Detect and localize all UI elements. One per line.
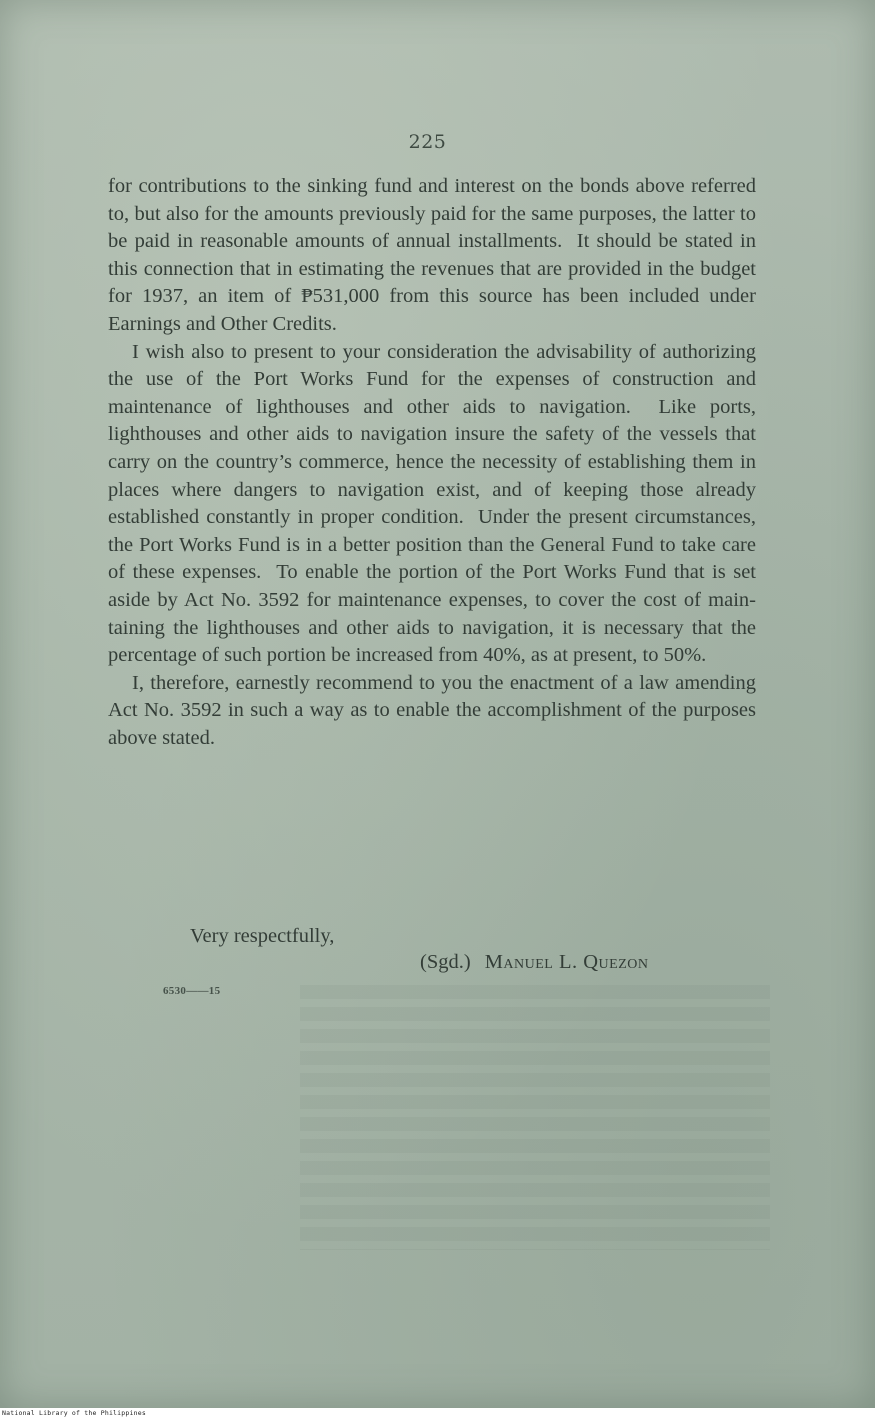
signatory-name: Manuel L. Quezon xyxy=(484,951,649,973)
page-number: 225 xyxy=(408,131,447,153)
closing-salutation: Very respectfully, xyxy=(190,925,335,947)
paragraph-lighthouses: I wish also to present to your consideration the advisability of authorizing the use of the Port Works Fund for the expenses of construction and maintenance of lighthouses and other aids to navigation. Like ports, lighthouses and other aids to navigation insure the safety of the vessels that carry on the country’s commerce, hence the necessity of establishing them in places where dangers to navigation exist, and of keeping those already established constantly in proper condition. Under the present circumstances, the Port Works Fund is in a better position than the General Fund to take care of these expenses. To enable the portion of the Port Works Fund that is set aside by Act No. 3592 for maintenance expenses, to cover the cost of maintaining the lighthouses and other aids to navigation, it is necessary that the percentage of such portion be increased from 40%, as at present, to 50%. xyxy=(108,340,756,667)
body-text xyxy=(108,173,756,752)
print-code: 6530——15 xyxy=(163,985,221,997)
signature-line xyxy=(420,951,649,974)
signed-marker: (Sgd.) xyxy=(420,951,471,973)
paragraph-recommendation: I, therefore, earnestly recommend to you the enactment of a law amending Act No. 3592 in such a way as to enable the accomplishment of the purposes above stated. xyxy=(108,671,756,749)
paragraph-continuation: for contributions to the sinking fund and interest on the bonds above referred to, but also for the amounts previously paid for the same purposes, the latter to be paid in reasonable amounts of annual installments. It should be stated in this connection that in estimating the revenues that are provided in the budget for 1937, an item of ₱531,000 from this source has been included under Earnings and Other Credits. xyxy=(108,175,756,335)
bleed-through-text xyxy=(300,985,770,1250)
library-credit: National Library of the Philippines xyxy=(2,1409,146,1417)
